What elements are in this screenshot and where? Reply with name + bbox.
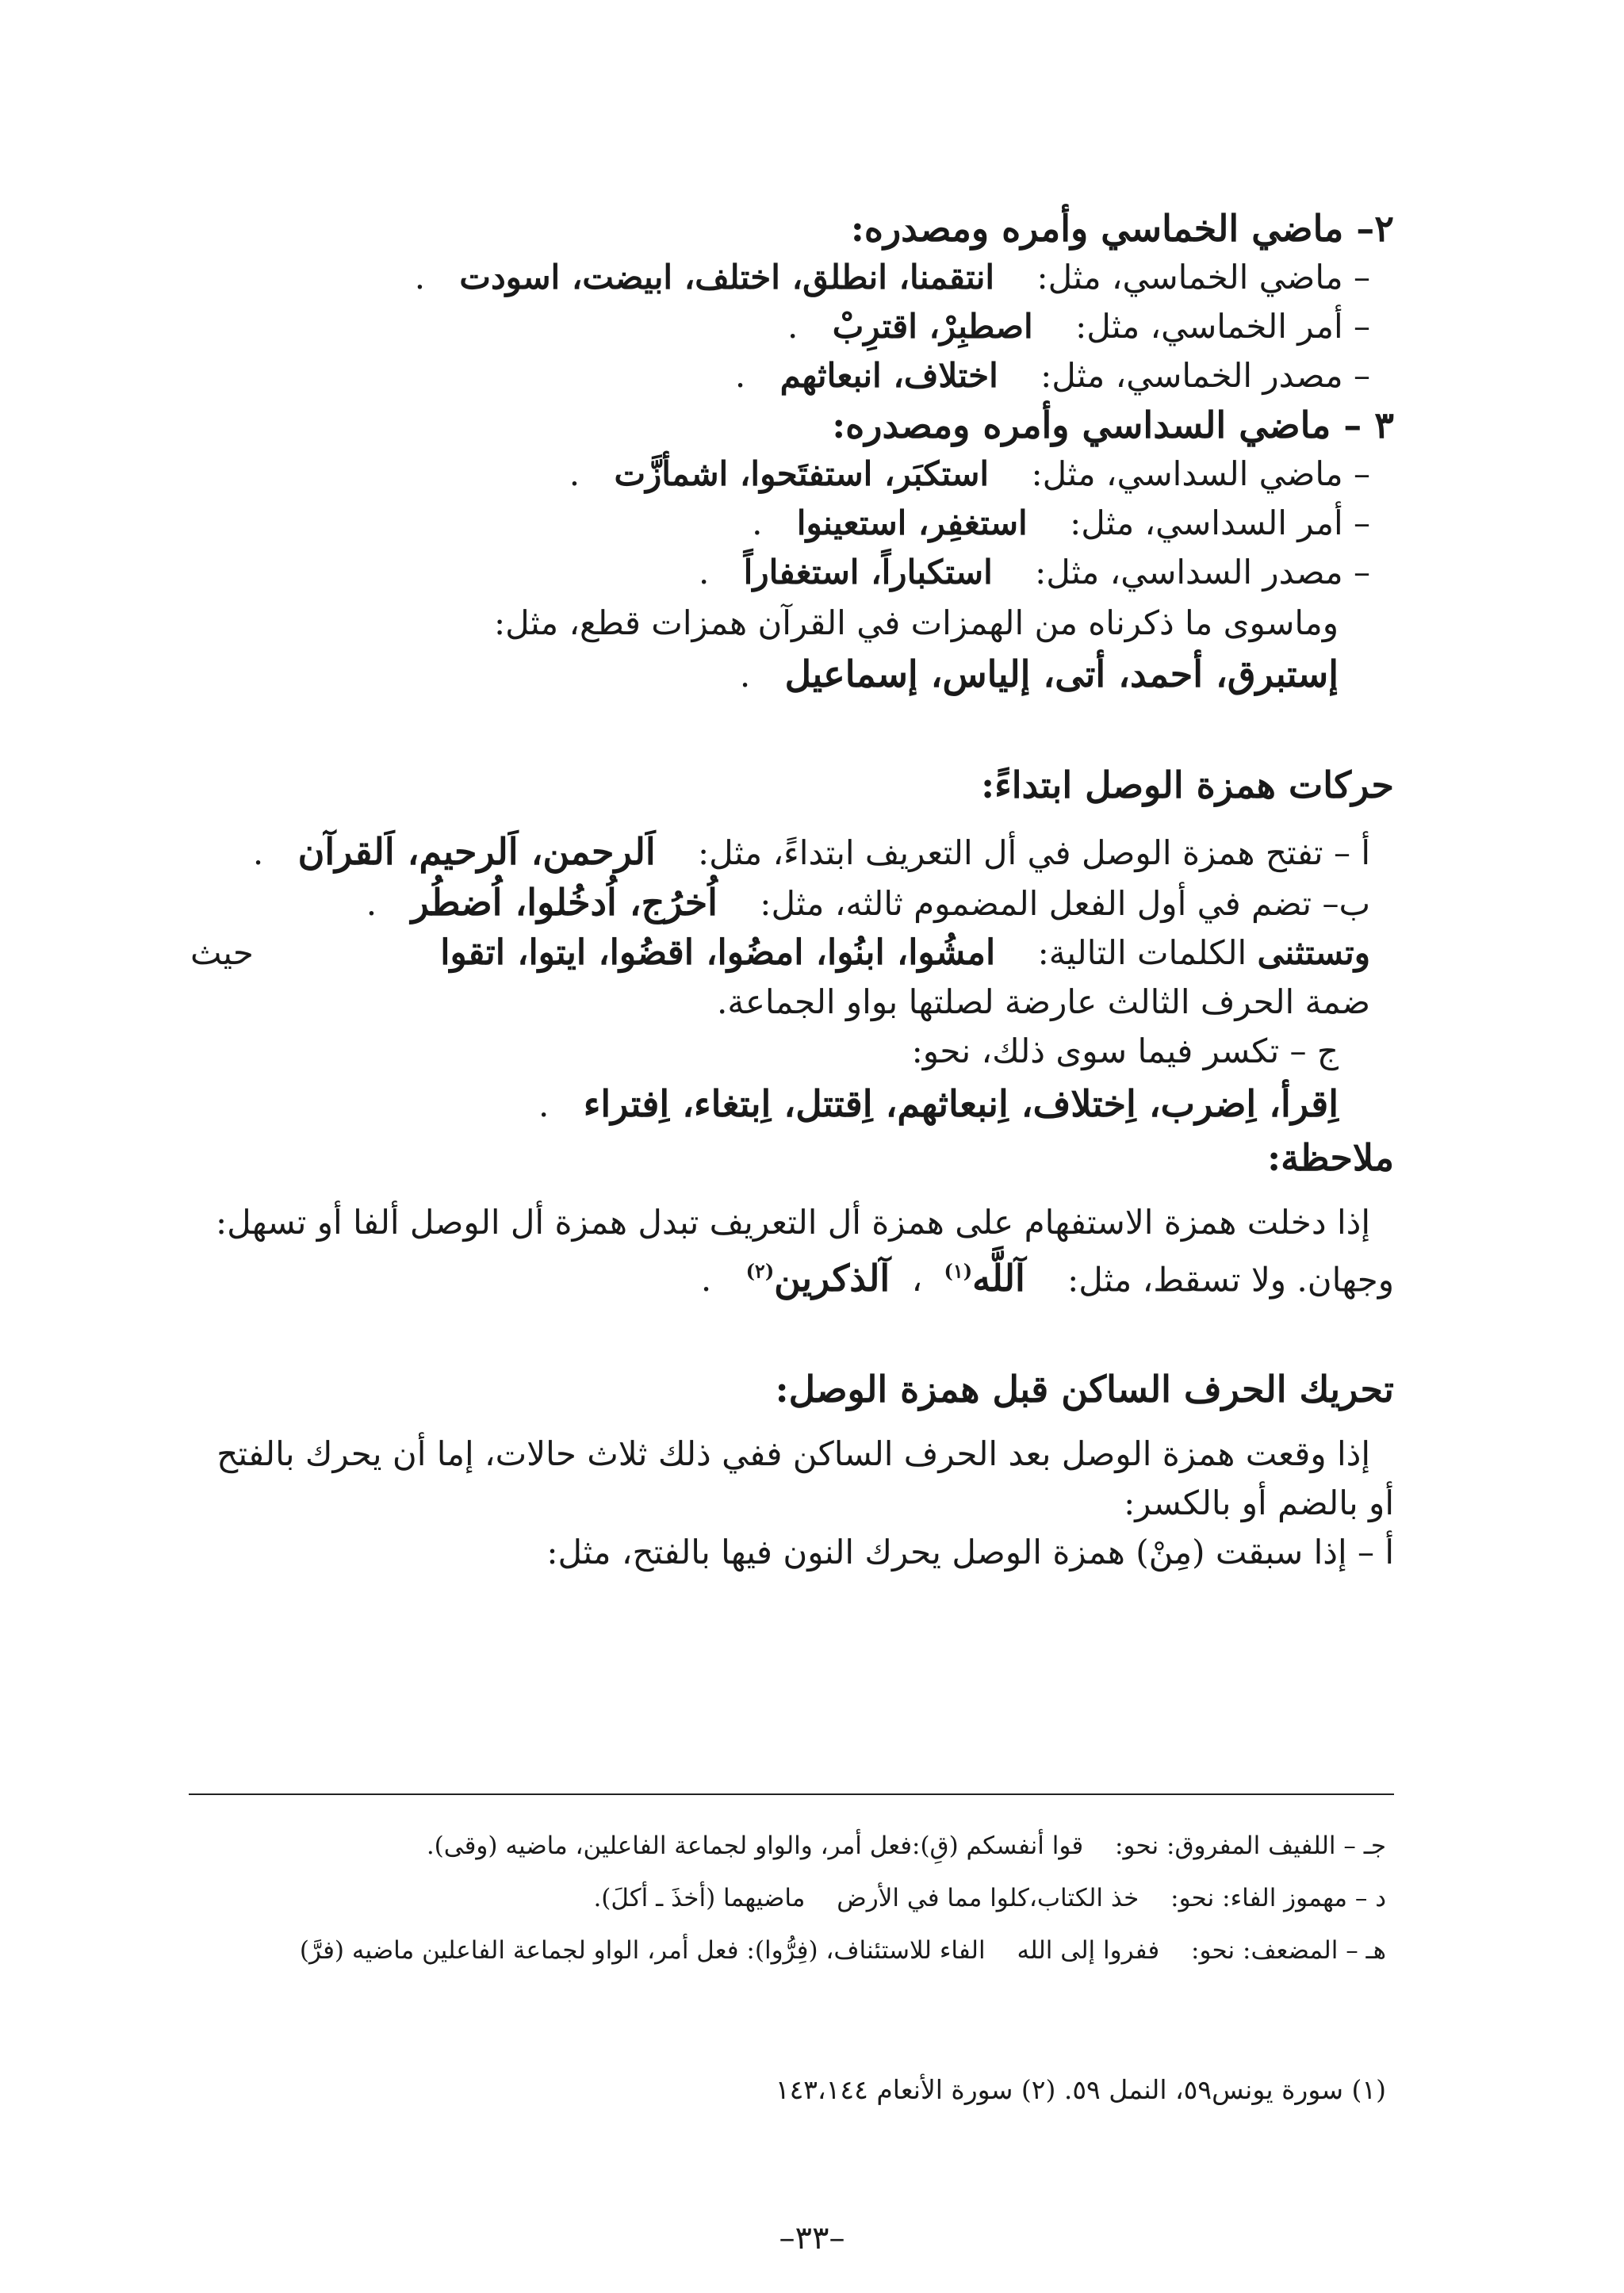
harakat-j-label: ج – تكسر فيما سوى ذلك، نحو: [911, 1032, 1339, 1070]
harakat-a-label: أ – تفتح همزة الوصل في أل التعريف ابتداءً، مثل: [698, 833, 1370, 872]
footnote3-label: هـ – المضعف: نحو: [1191, 1936, 1386, 1965]
note-example2-word: آلذكرين [774, 1257, 891, 1300]
tahrik-title: تحريك الحرف الساكن قبل همزة الوصل: [775, 1368, 1394, 1411]
harakat-a-example: اَلرحمن، اَلرحيم، اَلقرآن [297, 830, 656, 873]
exception-label: الكلمات التالية: [1037, 933, 1247, 972]
period: . [787, 307, 799, 346]
note-separator: ، [911, 1260, 923, 1300]
section2-masdar-line [182, 352, 1370, 400]
section3-past-line [182, 450, 1370, 498]
section3-past-example: استكبَر، استفتَحوا، اشمأزَّت [614, 454, 990, 493]
section3-imperative-label: – أمر السداسي، مثل: [1070, 503, 1370, 542]
footnote-ref-1: (١) [944, 1260, 973, 1283]
harakat-b-label: ب– تضم في أول الفعل المضموم ثالثه، مثل: [760, 884, 1370, 923]
section2-past-label: – ماضي الخماسي، مثل: [1036, 258, 1370, 297]
section2-masdar-label: – مصدر الخماسي، مثل: [1040, 356, 1370, 395]
period: . [752, 503, 763, 542]
note-example2 [746, 1257, 891, 1300]
harakat-a-line [182, 828, 1370, 877]
tahrik-line3: أ – إذا سبقت (مِنْ) همزة الوصل يحرك النون فيها بالفتح، مثل: [546, 1533, 1394, 1571]
harakat-exception-line [190, 929, 1370, 977]
harakat-j-example: اِقرأ، اِضرب، اِختلاف، اِنبعاثهم، اِقتتل، اِبتغاء، اِفتراء [583, 1082, 1339, 1125]
period: . [734, 356, 746, 395]
section3-past-label: – ماضي السداسي، مثل: [1031, 454, 1370, 493]
note-line2-label: وجهان. ولا تسقط، مثل: [1067, 1260, 1394, 1300]
section2-past-line [182, 254, 1370, 301]
period: . [569, 454, 580, 493]
section3-imperative-line [182, 500, 1370, 547]
footnote-line-1 [427, 1828, 1386, 1863]
qat-intro: وماسوى ما ذكرناه من الهمزات في القرآن همزات قطع، مثل: [494, 603, 1339, 642]
tahrik-line1: إذا وقعت همزة الوصل بعد الحرف الساكن ففي ذلك ثلاث حالات، إما أن يحرك بالفتح [216, 1434, 1370, 1473]
harakat-title: حركات همزة الوصل ابتداءً: [981, 764, 1394, 806]
footnote3-text: الفاء للاستئناف، (فِرُّوا): فعل أمر، الواو لجماعة الفاعلين ماضيه (فرَّ) [299, 1936, 986, 1965]
footnote-line-2 [593, 1881, 1386, 1916]
note-example1 [944, 1257, 1025, 1300]
section3-title: ٣ – ماضي السداسي وأمره ومصدره: [832, 404, 1394, 446]
footnote2-example: خذ الكتاب،كلوا مما في الأرض [837, 1884, 1139, 1912]
footnote-ref-2: (٢) [745, 1260, 775, 1283]
section2-masdar-example: اختلاف، انبعاثهم [779, 356, 998, 395]
section3-masdar-line [182, 549, 1370, 596]
section2-past-example: انتقمنا، انطلق، اختلف، ابيضت، اسودت [459, 258, 995, 297]
harakat-b-example: اُخرُج، اُدخُلوا، اُضطُر [411, 881, 718, 924]
section3-masdar-label: – مصدر السداسي، مثل: [1035, 553, 1370, 591]
section2-title: ٢– ماضي الخماسي وأمره ومصدره: [850, 207, 1394, 250]
footnote1-text: قوا أنفسكم (قِ):فعل أمر، والواو لجماعة الفاعلين، ماضيه (وقى). [426, 1832, 1084, 1860]
harakat-exception-cont: ضمة الحرف الثالث عارضة لصلتها بواو الجماعة. [716, 982, 1370, 1021]
footnote2-label: د – مهموز الفاء: نحو: [1170, 1884, 1386, 1912]
harakat-b-line [182, 879, 1370, 928]
section2-imperative-label: – أمر الخماسي، مثل: [1075, 307, 1370, 346]
section3-imperative-example: استغفِر، استعينوا [796, 503, 1028, 542]
note-title: ملاحظة: [1267, 1136, 1394, 1179]
exception-lead: وتستثنى [1257, 933, 1370, 972]
section2-imperative-line [182, 303, 1370, 350]
exception-end: حيث [190, 933, 254, 972]
period: . [739, 656, 751, 695]
harakat-j-line [182, 1080, 1339, 1129]
period: . [700, 1260, 712, 1300]
period: . [414, 258, 426, 297]
period: . [538, 1085, 550, 1124]
exception-example: امشُوا، ابنُوا، امضُوا، اقضُوا، ايتوا، اتقوا [440, 932, 996, 973]
period: . [366, 884, 377, 923]
qat-example: إستبرق، أحمد، أتى، إلياس، إسماعيل [784, 653, 1339, 695]
period: . [698, 553, 710, 591]
footnote1-label: جـ – اللفيف المفروق: نحو: [1115, 1832, 1386, 1860]
note-line2 [182, 1248, 1394, 1303]
footnote-line-3 [300, 1933, 1386, 1968]
period: . [252, 833, 264, 872]
tahrik-line2: أو بالضم أو بالكسر: [1124, 1483, 1394, 1522]
section2-imperative-example: اصطبِرْ، اقترِبْ [832, 307, 1033, 346]
note-line1: إذا دخلت همزة الاستفهام على همزة أل التعريف تبدل همزة أل الوصل ألفا أو تسهل: [215, 1203, 1370, 1242]
page-number: –٣٣– [779, 2220, 845, 2257]
footnote3-example: ففروا إلى الله [1017, 1936, 1160, 1965]
qat-example-line [182, 650, 1339, 699]
footnote2-text: ماضيهما (أخذَ ـ أكلَ). [593, 1884, 806, 1912]
footnote-divider [189, 1793, 1394, 1795]
section3-masdar-example: استكباراً، استغفاراً [743, 553, 993, 591]
footnote-references: (١) سورة يونس٥٩، النمل ٥٩. (٢) سورة الأنعام ١٤٣،١٤٤ [775, 2074, 1386, 2105]
note-example1-word: آللَّه [972, 1257, 1025, 1300]
